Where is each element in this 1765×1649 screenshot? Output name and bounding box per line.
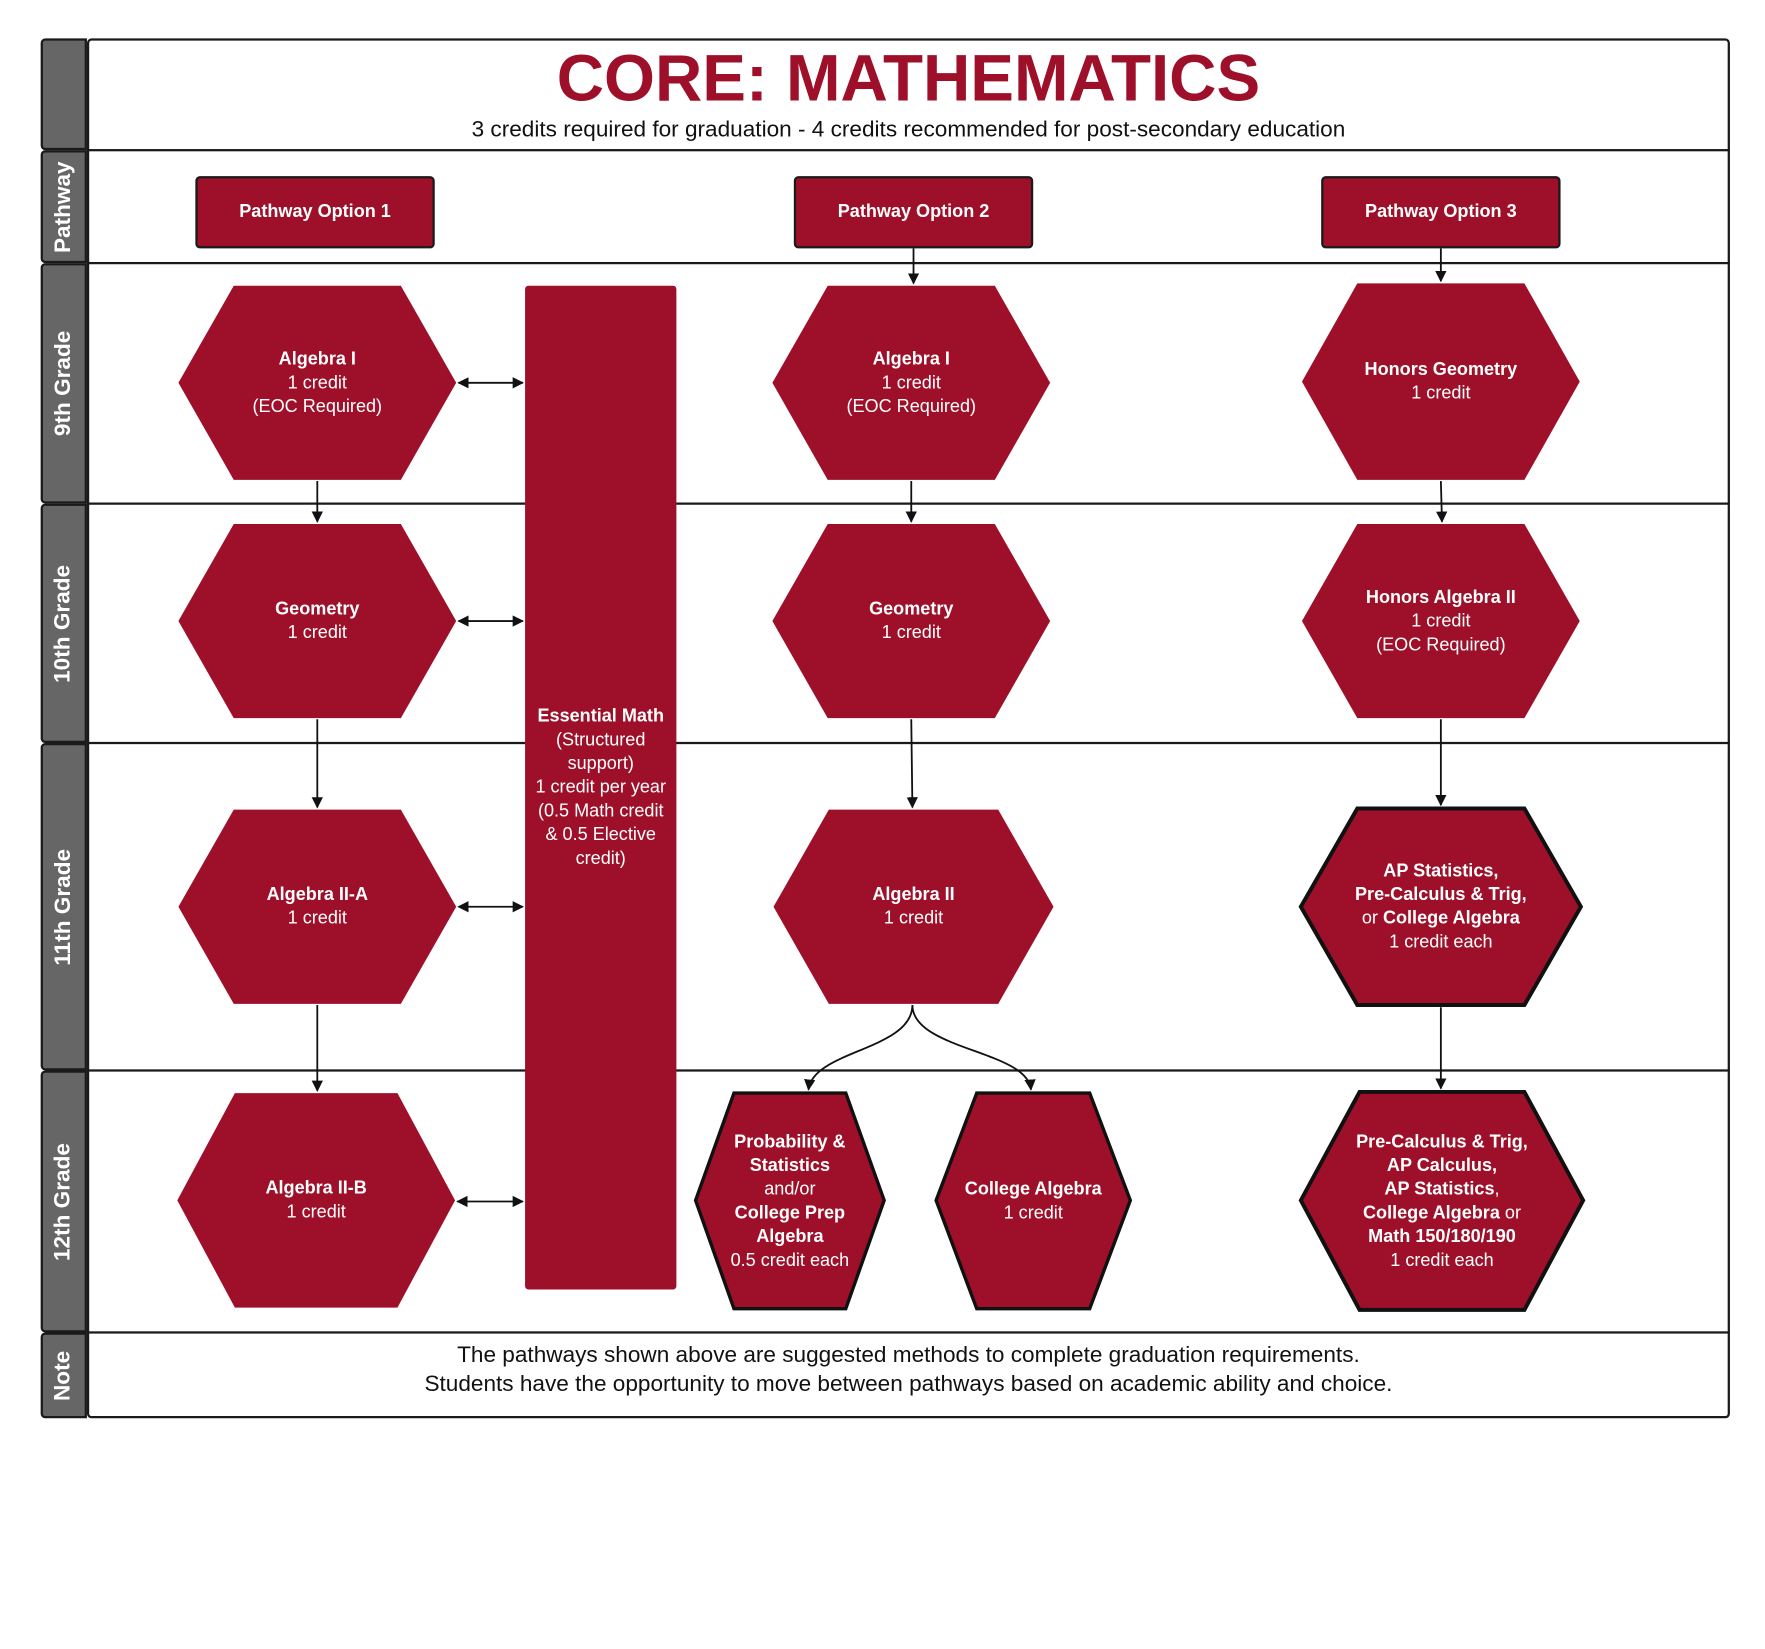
essential-math-line: credit) — [575, 849, 626, 869]
course-node-p2-algebra-1: Algebra I 1 credit (EOC Required) — [771, 285, 1051, 481]
page-title: CORE: MATHEMATICS — [556, 41, 1261, 116]
course-node-p2-geometry: Geometry 1 credit — [771, 523, 1051, 719]
row-label-grade-10: 10th Grade — [41, 504, 87, 743]
essential-math-line: 1 credit per year — [535, 778, 666, 798]
essential-math-line: (Structured — [556, 730, 646, 750]
course-node-p3-grade-11-options: AP Statistics, Pre-Calculus & Trig, or College Algebra 1 credit each — [1299, 806, 1584, 1007]
course-node-p1-geometry: Geometry 1 credit — [177, 523, 457, 719]
course-node-p3-grade-12-options: Pre-Calculus & Trig, AP Calculus, AP Statistics, College Algebra or Math 150/180/190 1 credit each — [1299, 1090, 1586, 1312]
arrow-p2-10-11 — [911, 719, 912, 807]
row-label-pathway: Pathway — [41, 150, 87, 263]
course-node-p3-honors-algebra-2: Honors Algebra II 1 credit (EOC Required) — [1301, 523, 1581, 719]
pathway-option-2-box: Pathway Option 2 — [794, 176, 1033, 248]
course-node-p2-probability-statistics: Probability & Statistics and/or College Prep Algebra 0.5 credit each — [693, 1091, 886, 1311]
row-label-grade-11: 11th Grade — [41, 743, 87, 1070]
course-node-p1-algebra-1: Algebra I 1 credit (EOC Required) — [177, 285, 457, 481]
essential-math-line: (0.5 Math credit — [537, 801, 664, 821]
pathway-option-3-box: Pathway Option 3 — [1321, 176, 1560, 248]
footnote — [87, 1340, 1730, 1399]
arrow-p2-to-prob — [809, 1005, 913, 1090]
row-label-note: Note — [41, 1332, 87, 1418]
row-label-grade-12: 12th Grade — [41, 1070, 87, 1332]
row-label-grade-9: 9th Grade — [41, 263, 87, 504]
page-subtitle: 3 credits required for graduation - 4 credits recommended for post-secondary education — [471, 117, 1346, 143]
course-node-p2-college-algebra: College Algebra 1 credit — [934, 1091, 1133, 1311]
essential-math-box — [525, 286, 676, 1290]
course-node-p3-honors-geometry: Honors Geometry 1 credit — [1301, 282, 1581, 481]
footnote-line-1: The pathways shown above are suggested methods to complete graduation requirements. — [457, 1342, 1360, 1368]
essential-math-line: & 0.5 Elective — [545, 825, 656, 845]
course-node-p1-algebra-2b: Algebra II-B 1 credit — [176, 1092, 456, 1309]
essential-math-line: support) — [567, 754, 634, 774]
course-node-p1-algebra-2a: Algebra II-A 1 credit — [177, 809, 457, 1005]
course-node-p2-algebra-2: Algebra II 1 credit — [772, 809, 1054, 1005]
pathway-option-1-box: Pathway Option 1 — [195, 176, 434, 248]
footnote-line-2: Students have the opportunity to move between pathways based on academic ability and choice. — [424, 1371, 1393, 1397]
arrow-p3-9-10 — [1441, 481, 1442, 522]
essential-math-title: Essential Math — [537, 706, 664, 727]
arrow-p2-to-college — [912, 1005, 1031, 1090]
